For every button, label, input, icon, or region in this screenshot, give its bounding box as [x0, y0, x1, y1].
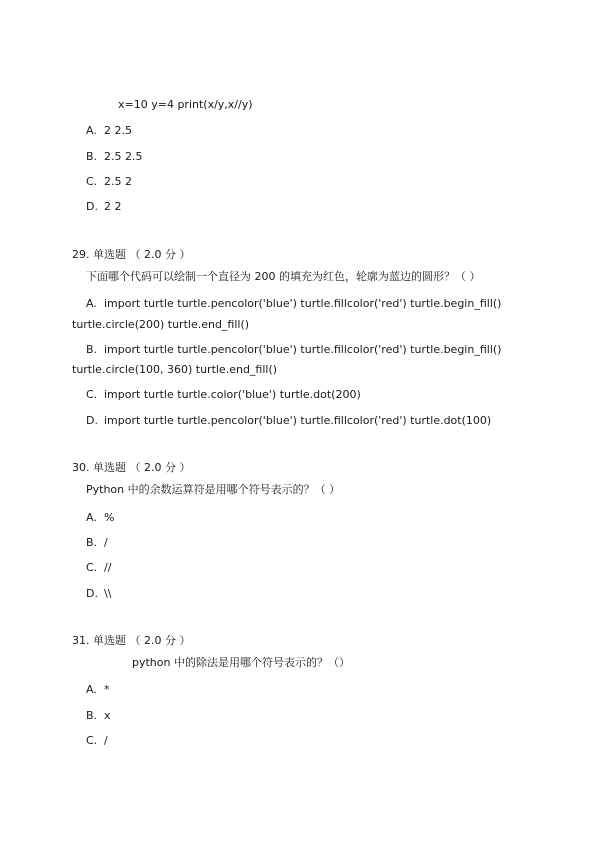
q31-option-a: [86, 683, 110, 697]
option-text: 2 2: [104, 200, 122, 213]
option-letter: C.: [86, 175, 98, 188]
option-letter: B.: [86, 536, 98, 549]
question-31-stem: python 中的除法是用哪个符号表示的？（）: [132, 656, 350, 669]
option-text: 2.5 2: [104, 175, 132, 188]
option-text: //: [104, 561, 112, 574]
option-text: /: [104, 734, 108, 747]
q29-option-b-cont: turtle.circle(100, 360) turtle.end_fill(): [72, 363, 278, 376]
option-letter: C.: [86, 734, 98, 747]
option-letter: C.: [86, 388, 98, 401]
q30-option-d: [86, 587, 111, 601]
q30-option-c: [86, 561, 111, 575]
q29-option-b: [86, 343, 501, 357]
option-text: *: [104, 683, 110, 696]
code-line: x=10 y=4 print(x/y,x//y): [118, 98, 253, 111]
q30-option-b: [86, 536, 108, 550]
option-letter: D.: [86, 414, 98, 427]
option-d: [86, 200, 122, 214]
question-29-header: 29. 单选题 （ 2.0 分 ）: [72, 248, 191, 261]
question-31-header: 31. 单选题 （ 2.0 分 ）: [72, 634, 191, 647]
option-text: import turtle turtle.color('blue') turtle.dot(200): [104, 388, 361, 401]
option-text: 2 2.5: [104, 124, 132, 137]
option-letter: C.: [86, 561, 98, 574]
q29-option-a-cont: turtle.circle(200) turtle.end_fill(): [72, 318, 250, 331]
option-text: import turtle turtle.pencolor('blue') turtle.fillcolor('red') turtle.begin_fill(): [104, 343, 502, 356]
option-letter: B.: [86, 343, 98, 356]
question-29-stem: 下面哪个代码可以绘制一个直径为 200 的填充为红色，轮廓为蓝边的圆形？（ ）: [86, 270, 481, 283]
option-letter: D.: [86, 200, 98, 213]
option-letter: B.: [86, 709, 98, 722]
option-letter: B.: [86, 150, 98, 163]
option-letter: A.: [86, 297, 97, 310]
option-text: 2.5 2.5: [104, 150, 143, 163]
option-a: [86, 124, 132, 138]
q31-option-b: [86, 709, 111, 723]
option-text: %: [104, 511, 115, 524]
option-text: import turtle turtle.pencolor('blue') turtle.fillcolor('red') turtle.dot(100): [104, 414, 492, 427]
option-text: \\: [104, 587, 112, 600]
option-letter: A.: [86, 511, 97, 524]
option-letter: A.: [86, 683, 97, 696]
option-text: x: [104, 709, 111, 722]
q30-option-a: [86, 511, 114, 525]
option-c: [86, 175, 132, 189]
q29-option-d: [86, 414, 491, 428]
option-text: /: [104, 536, 108, 549]
q31-option-c: [86, 734, 108, 748]
question-30-header: 30. 单选题 （ 2.0 分 ）: [72, 461, 191, 474]
option-b: [86, 150, 142, 164]
q29-option-c: [86, 388, 361, 402]
option-letter: D.: [86, 587, 98, 600]
option-letter: A.: [86, 124, 97, 137]
q29-option-a: [86, 297, 501, 311]
option-text: import turtle turtle.pencolor('blue') turtle.fillcolor('red') turtle.begin_fill(): [104, 297, 502, 310]
question-30-stem: Python 中的余数运算符是用哪个符号表示的？（ ）: [86, 483, 341, 496]
